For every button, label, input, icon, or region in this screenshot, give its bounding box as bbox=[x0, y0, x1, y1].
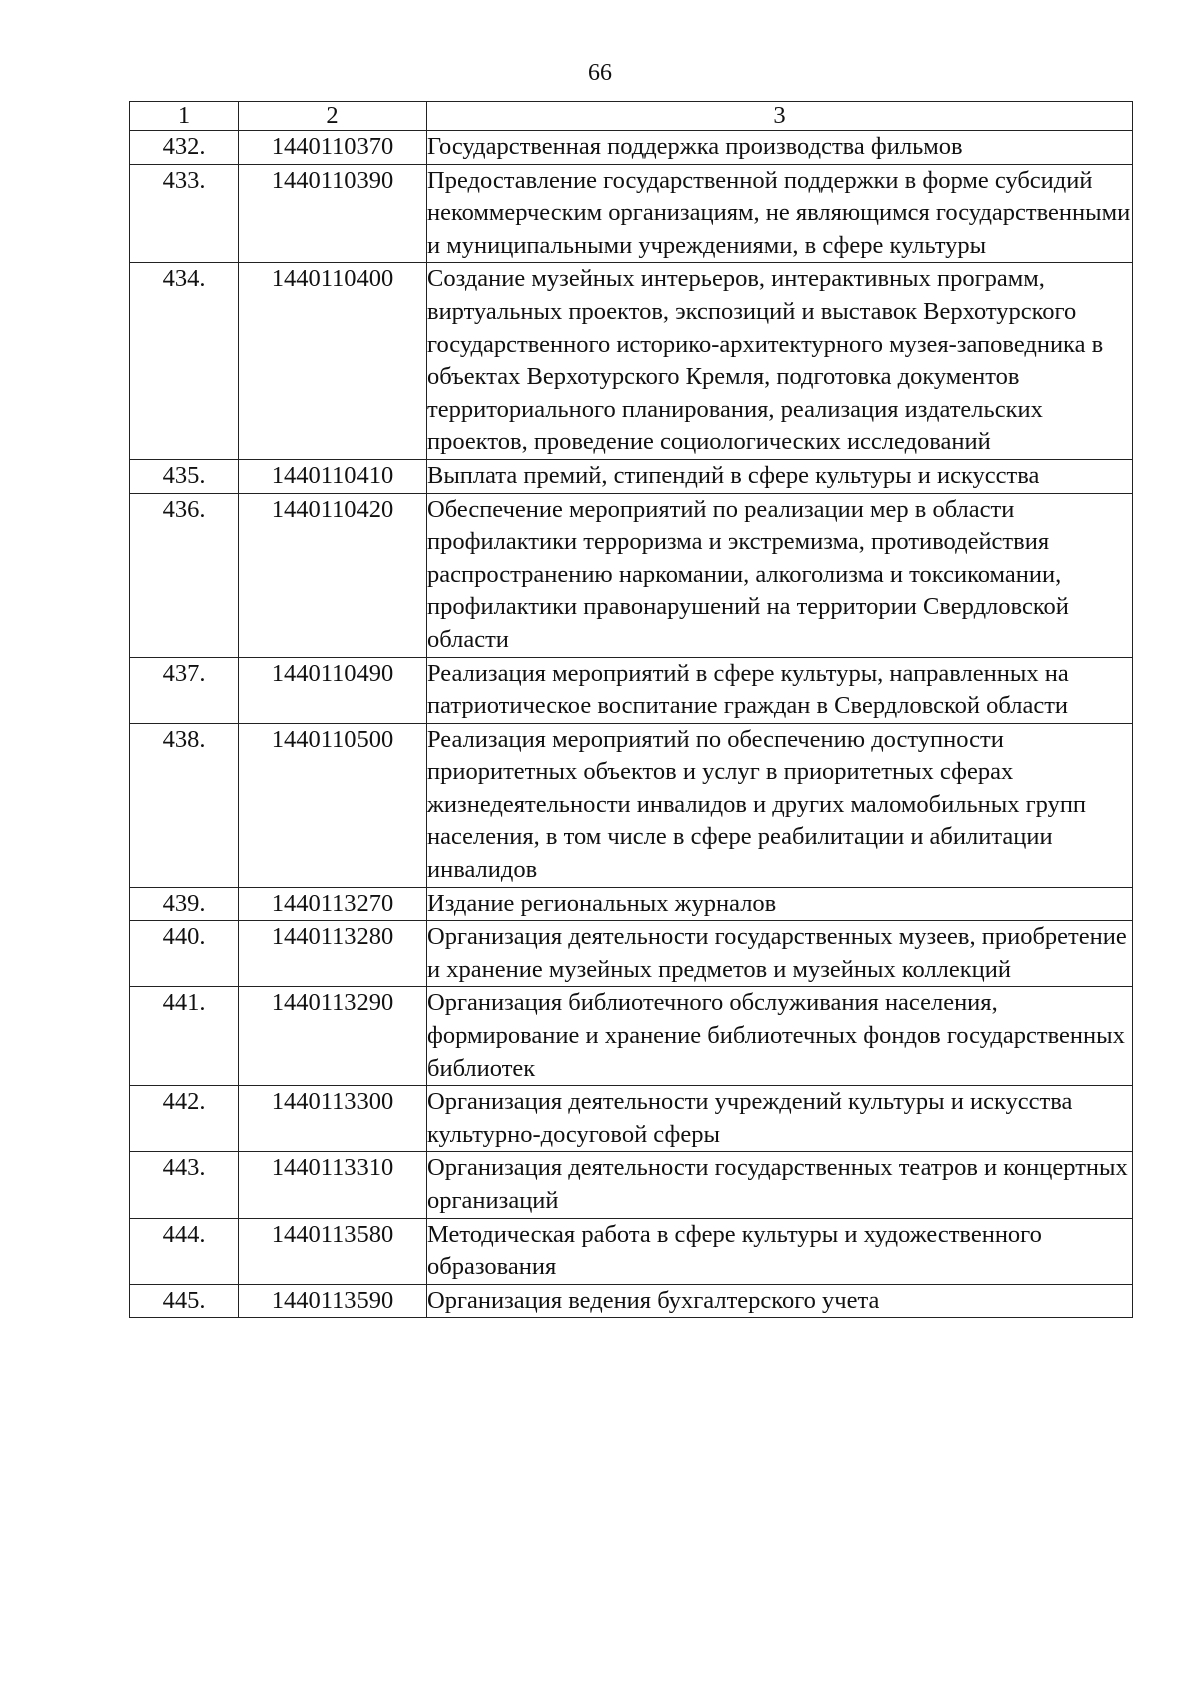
row-code: 1440110410 bbox=[239, 459, 427, 493]
row-code: 1440110390 bbox=[239, 164, 427, 263]
table-row bbox=[130, 723, 1133, 887]
table-row bbox=[130, 493, 1133, 657]
row-number: 436. bbox=[130, 493, 239, 657]
table-row bbox=[130, 1086, 1133, 1152]
table-header-row bbox=[130, 102, 1133, 131]
row-number: 438. bbox=[130, 723, 239, 887]
row-number: 441. bbox=[130, 987, 239, 1086]
row-code: 1440110500 bbox=[239, 723, 427, 887]
row-code: 1440113580 bbox=[239, 1218, 427, 1284]
row-number: 444. bbox=[130, 1218, 239, 1284]
row-code: 1440110420 bbox=[239, 493, 427, 657]
row-number: 443. bbox=[130, 1152, 239, 1218]
row-description: Организация деятельности государственных театров и концертных организаций bbox=[427, 1152, 1133, 1218]
row-number: 440. bbox=[130, 921, 239, 987]
row-description: Реализация мероприятий по обеспечению доступности приоритетных объектов и услуг в приоритетных сферах жизнедеятельности инвалидов и других маломобильных групп населения, в том числе в сфере реабилитации и абилитации инвалидов bbox=[427, 723, 1133, 887]
budget-code-table bbox=[129, 101, 1133, 1318]
row-description: Издание региональных журналов bbox=[427, 887, 1133, 921]
row-number: 439. bbox=[130, 887, 239, 921]
row-number: 445. bbox=[130, 1284, 239, 1318]
row-description: Создание музейных интерьеров, интерактивных программ, виртуальных проектов, экспозиций и выставок Верхотурского государственного историко-архитектурного музея-заповедника в объектах Верхотурского Кремля, подготовка документов территориального планирования, реализация издательских проектов, проведение социологических исследований bbox=[427, 263, 1133, 460]
table-row bbox=[130, 987, 1133, 1086]
table-row bbox=[130, 657, 1133, 723]
table-row bbox=[130, 1152, 1133, 1218]
table-row bbox=[130, 263, 1133, 460]
row-description: Методическая работа в сфере культуры и художественного образования bbox=[427, 1218, 1133, 1284]
row-number: 434. bbox=[130, 263, 239, 460]
row-description: Государственная поддержка производства фильмов bbox=[427, 131, 1133, 165]
table-row bbox=[130, 921, 1133, 987]
row-code: 1440113290 bbox=[239, 987, 427, 1086]
row-code: 1440113590 bbox=[239, 1284, 427, 1318]
table-row bbox=[130, 1284, 1133, 1318]
row-code: 1440113310 bbox=[239, 1152, 427, 1218]
table-row bbox=[130, 131, 1133, 165]
row-code: 1440113270 bbox=[239, 887, 427, 921]
row-code: 1440110490 bbox=[239, 657, 427, 723]
row-code: 1440110370 bbox=[239, 131, 427, 165]
header-col-3: 3 bbox=[427, 102, 1133, 131]
row-code: 1440110400 bbox=[239, 263, 427, 460]
row-description: Обеспечение мероприятий по реализации мер в области профилактики терроризма и экстремизма, противодействия распространению наркомании, алкоголизма и токсикомании, профилактики правонарушений на территории Свердловской области bbox=[427, 493, 1133, 657]
row-description: Предоставление государственной поддержки в форме субсидий некоммерческим организациям, не являющимся государственными и муниципальными учреждениями, в сфере культуры bbox=[427, 164, 1133, 263]
row-description: Организация деятельности учреждений культуры и искусства культурно-досуговой сферы bbox=[427, 1086, 1133, 1152]
row-description: Выплата премий, стипендий в сфере культуры и искусства bbox=[427, 459, 1133, 493]
row-description: Организация ведения бухгалтерского учета bbox=[427, 1284, 1133, 1318]
row-number: 437. bbox=[130, 657, 239, 723]
page-number: 66 bbox=[588, 60, 612, 86]
row-description: Реализация мероприятий в сфере культуры, направленных на патриотическое воспитание граждан в Свердловской области bbox=[427, 657, 1133, 723]
row-code: 1440113300 bbox=[239, 1086, 427, 1152]
row-number: 435. bbox=[130, 459, 239, 493]
header-col-1: 1 bbox=[130, 102, 239, 131]
row-number: 433. bbox=[130, 164, 239, 263]
header-col-2: 2 bbox=[239, 102, 427, 131]
table-row bbox=[130, 459, 1133, 493]
row-description: Организация деятельности государственных музеев, приобретение и хранение музейных предметов и музейных коллекций bbox=[427, 921, 1133, 987]
row-code: 1440113280 bbox=[239, 921, 427, 987]
row-number: 442. bbox=[130, 1086, 239, 1152]
row-description: Организация библиотечного обслуживания населения, формирование и хранение библиотечных фондов государственных библиотек bbox=[427, 987, 1133, 1086]
table-row bbox=[130, 1218, 1133, 1284]
table-row bbox=[130, 164, 1133, 263]
table-row bbox=[130, 887, 1133, 921]
row-number: 432. bbox=[130, 131, 239, 165]
